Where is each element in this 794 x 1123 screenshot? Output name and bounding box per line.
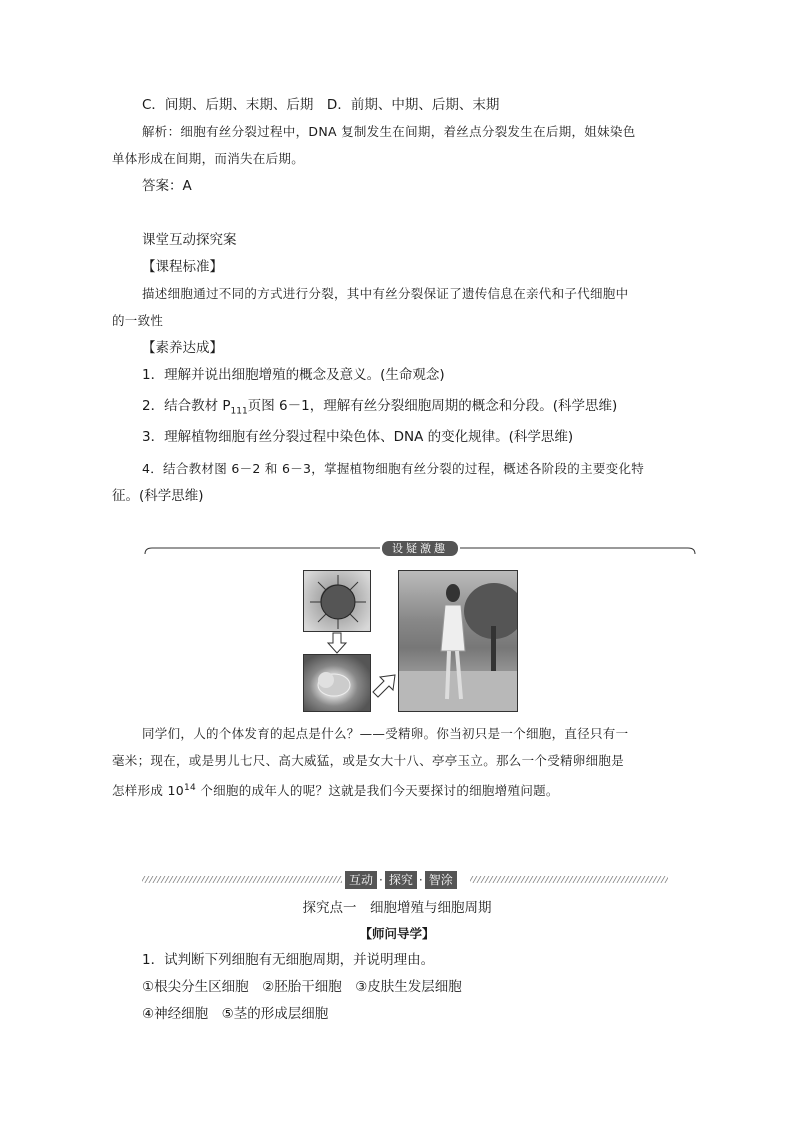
intro-paragraph-1: 同学们，人的个体发育的起点是什么？——受精卵。你当初只是一个细胞，直径只有一 [142,726,629,741]
section-title: 课堂互动探究案 [142,232,237,248]
banner-item-2: 探究 [385,871,417,889]
banner [345,871,457,889]
fetus-image [303,654,371,712]
literacy-item-4: 4．结合教材图 6－2 和 6－3，掌握植物细胞有丝分裂的过程，概述各阶段的主要变化特 [142,461,645,476]
young-woman-photo [398,570,518,712]
literacy-heading: 【素养达成】 [142,340,223,356]
arrow-right-up-icon [370,672,398,700]
banner-item-1: 互动 [345,871,377,889]
intro-paragraph-3-sup: 14 [183,783,197,793]
fetus-icon [304,655,371,712]
literacy-item-2 [142,396,617,422]
question-1: 1．试判断下列细胞有无细胞周期，并说明理由。 [142,952,435,968]
divider-label: 设疑激趣 [392,542,448,555]
question-options-1: ①根尖分生区细胞 ②胚胎干细胞 ③皮肤生发层细胞 [142,979,462,995]
literacy-item-2-b: 页图 6－1，理解有丝分裂细胞周期的概念和分段。(科学思维) [247,398,618,414]
literacy-item-4b: 征。(科学思维) [112,488,204,504]
literacy-item-1: 1．理解并说出细胞增殖的概念及意义。(生命观念) [142,367,445,383]
literacy-item-2-sub: 111 [230,406,248,417]
literacy-item-3: 3．理解植物细胞有丝分裂过程中染色体、DNA 的变化规律。(科学思维) [142,429,574,445]
woman-tree-scene [399,571,518,712]
sperm-egg-image [303,570,371,632]
banner-dot: · [418,873,423,887]
intro-paragraph-3 [112,778,559,801]
explore-title: 探究点一 细胞增殖与细胞周期 [302,900,492,916]
course-standard-1: 描述细胞通过不同的方式进行分裂，其中有丝分裂保证了遗传信息在亲代和子代细胞中 [142,286,629,301]
banner-item-3: 智涂 [425,871,457,889]
intro-paragraph-3-b: 个细胞的成年人的呢？这就是我们今天要探讨的细胞增殖问题。 [196,783,559,799]
intro-paragraph-3-a: 怎样形成 10 [112,783,184,799]
intro-paragraph-2: 毫米；现在，或是男儿七尺、高大威猛，或是女大十八、亭亭玉立。那么一个受精卵细胞是 [112,753,625,768]
banner-dot: · [379,873,383,887]
egg-cell-icon [304,571,371,632]
arrow-down-icon [326,632,348,654]
line-analysis-1: 解析：细胞有丝分裂过程中，DNA 复制发生在间期，着丝点分裂发生在后期，姐妹染色 [142,124,636,139]
line-analysis-2: 单体形成在间期，而消失在后期。 [112,151,305,166]
explore-subtitle: 【师问导学】 [359,926,435,941]
course-standard-heading: 【课程标准】 [142,259,223,275]
literacy-item-2-a: 2．结合教材 P [142,398,231,414]
line-answer: 答案：A [142,178,192,194]
question-options-2: ④神经细胞 ⑤茎的形成层细胞 [142,1006,329,1022]
line-options: C．间期、后期、末期、后期 D．前期、中期、后期、末期 [142,97,500,113]
course-standard-2: 的一致性 [112,313,164,328]
